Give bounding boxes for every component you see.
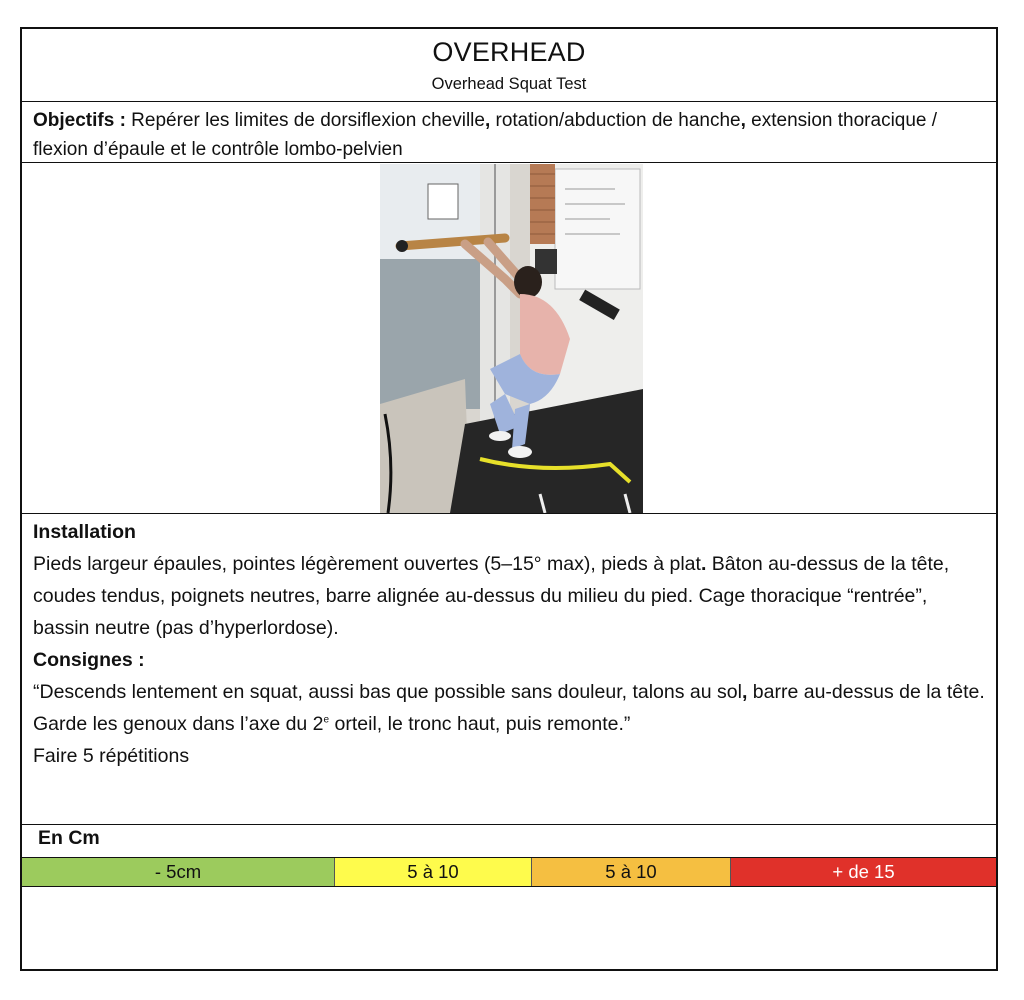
instructions-line-2-sup: e xyxy=(323,714,330,726)
installation-heading: Installation xyxy=(33,521,136,543)
instructions-line-1-comma: , xyxy=(741,681,748,703)
instructions-line-1-a: “Descends lentement en squat, aussi bas que possible sans douleur, talons au sol xyxy=(33,681,742,703)
installation-dot: . xyxy=(700,553,707,575)
objectives-text-1: Repérer les limites de dorsiflexion cheville xyxy=(125,110,485,131)
installation-text xyxy=(33,548,988,644)
instructions-line-1 xyxy=(33,676,988,708)
overhead-squat-photo xyxy=(380,164,643,513)
scale-segment-yellow xyxy=(335,858,532,886)
instructions-line-2 xyxy=(33,708,988,740)
scale-heading: En Cm xyxy=(38,827,100,849)
scale-segment-green xyxy=(22,858,335,886)
objectives-text-3: extension thoracique / flexion d’épaule et le contrôle lombo-pelvien xyxy=(33,110,938,160)
instructions-heading: Consignes : xyxy=(33,649,145,671)
scale-segment-label: + de 15 xyxy=(832,861,895,882)
installation-section xyxy=(22,514,996,825)
test-sheet xyxy=(20,27,998,971)
instructions-line-2-b: orteil, le tronc haut, puis remonte.” xyxy=(329,713,631,735)
objectives-comma-1: , xyxy=(484,110,491,131)
squat-illustration-icon xyxy=(380,164,643,513)
objectives-label: Objectifs : xyxy=(33,110,126,131)
objectives-section xyxy=(22,102,996,163)
scale-bar xyxy=(22,857,996,887)
scale-segment-label: 5 à 10 xyxy=(605,861,657,882)
scale-segment-label: - 5cm xyxy=(154,861,202,882)
scale-segment-orange xyxy=(532,858,731,886)
objectives-text-2: rotation/abduction de hanche xyxy=(490,110,741,131)
instructions-line-1-b: barre au-dessus de la tête. xyxy=(747,681,985,703)
instructions-line-2-a: Garde les genoux dans l’axe du 2 xyxy=(33,713,324,735)
instructions-line-3: Faire 5 répétitions xyxy=(33,745,190,767)
installation-text-1: Pieds largeur épaules, pointes légèrement ouvertes (5–15° max), pieds à plat xyxy=(33,553,701,575)
installation-text-2: Bâton au-dessus de la tête, coudes tendus, poignets neutres, barre alignée au-dessus du milieu du pied. Cage thoracique “rentrée”, bassin neutre (pas d’hyperlordose). xyxy=(33,553,950,639)
scale-heading-row xyxy=(22,825,996,858)
scale-segment-label: 5 à 10 xyxy=(407,861,459,882)
photo-section xyxy=(22,163,996,514)
page-subtitle: Overhead Squat Test xyxy=(431,75,587,93)
objectives-comma-2: , xyxy=(740,110,746,131)
page-title: OVERHEAD xyxy=(432,37,586,67)
title-section xyxy=(22,29,996,102)
scale-segment-red xyxy=(731,858,996,886)
